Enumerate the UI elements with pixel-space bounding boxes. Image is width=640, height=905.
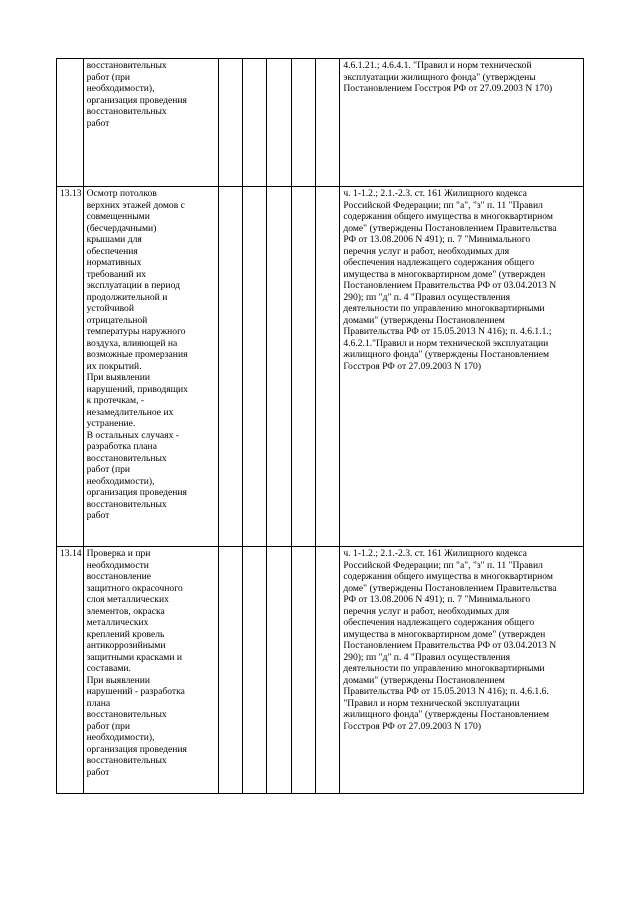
text-line: содержания общего имущества в многоквартирном: [343, 571, 553, 582]
row-number: [57, 59, 84, 187]
text-line: работ (при: [86, 464, 131, 475]
empty-cell: [291, 59, 315, 187]
text-line: требований их: [86, 268, 146, 280]
empty-cell: [218, 59, 242, 187]
table-body: [57, 59, 584, 794]
text-line: В остальных случаях -: [86, 429, 179, 441]
requirements-table: [56, 58, 584, 794]
text-line: восстановительных: [86, 452, 167, 464]
text-line: воздуха, влияющей на: [86, 337, 178, 349]
text-line: РФ от 13.08.2006 N 491); п. 7 "Минимального: [343, 234, 531, 245]
text-line: плана: [86, 697, 111, 709]
text-line: металлических: [86, 617, 149, 628]
text-line: устранение.: [86, 418, 136, 429]
legal-reference: [340, 547, 584, 794]
text-line: восстановительных: [86, 498, 167, 510]
row-number: 13.13: [57, 187, 84, 547]
text-line: ч. 1-1.2.; 2.1.-2.3. ст. 161 Жилищного кодекса: [343, 188, 527, 199]
empty-cell: [267, 547, 291, 794]
text-line: деятельности по управлению многоквартирными: [343, 663, 545, 674]
text-line: обеспечения: [86, 245, 138, 257]
legal-reference: [340, 187, 584, 547]
text-line: совмещенными: [86, 211, 150, 222]
text-line: 290); пп "д" п. 4 "Правил осуществления: [343, 291, 511, 303]
work-description: [83, 187, 218, 547]
text-line: незамедлительное их: [86, 406, 174, 418]
text-line: Правительства РФ от 15.05.2013 N 416); п. 4.6.1.6.: [343, 686, 549, 697]
text-line: крышами для: [86, 234, 142, 245]
empty-cell: [291, 187, 315, 547]
text-line: При выявлении: [86, 674, 151, 686]
empty-cell: [316, 547, 340, 794]
text-line: нарушений, приводящих: [86, 383, 188, 395]
text-line: работ (при: [86, 71, 131, 83]
text-line: Российской Федерации; пп "а", "з" п. 11 "Правил: [343, 199, 543, 211]
table-row: [57, 187, 584, 547]
text-line: защитного окрасочного: [86, 582, 183, 594]
text-line: Проверка и при: [86, 548, 151, 559]
text-line: жилищного фонда" (утверждены Постановлением: [343, 709, 550, 720]
text-line: эксплуатации в период: [86, 280, 180, 291]
empty-cell: [218, 187, 242, 547]
text-line: обеспечения надлежащего содержания общего: [343, 257, 535, 268]
text-line: необходимости),: [86, 732, 155, 743]
empty-cell: [267, 187, 291, 547]
table-row: [57, 547, 584, 794]
empty-cell: [316, 59, 340, 187]
text-line: организация проведения: [86, 487, 187, 498]
text-line: возможные промерзания: [86, 349, 188, 360]
text-line: эксплуатации жилищного фонда" (утверждены: [343, 71, 536, 83]
text-line: Правительства РФ от 15.05.2013 N 416); п. 4.6.1.1.;: [343, 326, 552, 337]
text-line: восстановительных: [86, 106, 167, 117]
row-number: 13.14: [57, 547, 84, 794]
empty-cell: [242, 59, 266, 187]
text-line: домами" (утверждены Постановлением: [343, 314, 505, 326]
text-line: элементов, окраска: [86, 605, 165, 617]
text-line: организация проведения: [86, 743, 187, 755]
text-line: необходимости: [86, 559, 149, 571]
text-line: доме" (утверждены Постановлением Правительства: [343, 222, 557, 234]
empty-cell: [242, 547, 266, 794]
text-line: перечня услуг и работ, необходимых для: [343, 605, 510, 617]
text-line: верхних этажей домов с: [86, 199, 185, 211]
legal-reference: [340, 59, 584, 187]
text-line: защитными красками и: [86, 651, 182, 663]
text-line: работ (при: [86, 720, 131, 732]
text-line: (бесчердачными): [86, 222, 157, 234]
text-line: продолжительной и: [86, 291, 168, 303]
empty-cell: [291, 547, 315, 794]
text-line: 4.6.2.1."Правил и норм технической эксплуатации: [343, 337, 549, 349]
text-line: доме" (утверждены Постановлением Правительства: [343, 582, 557, 594]
text-line: При выявлении: [86, 372, 151, 383]
text-line: перечня услуг и работ, необходимых для: [343, 245, 510, 257]
text-line: их покрытий.: [86, 360, 142, 372]
text-line: антикоррозийными: [86, 640, 166, 651]
text-line: Госстроя РФ от 27.09.2003 N 170): [343, 720, 482, 732]
text-line: устойчивой: [86, 303, 134, 314]
text-line: организация проведения: [86, 94, 187, 106]
text-line: Постановлением Госстроя РФ от 27.09.2003 N 170): [343, 83, 553, 94]
text-line: 4.6.1.21.; 4.6.4.1. "Правил и норм технической: [343, 60, 532, 71]
text-line: нормативных: [86, 257, 142, 268]
text-line: восстановительных: [86, 60, 167, 71]
text-line: жилищного фонда" (утверждены Постановлением: [343, 349, 550, 360]
text-line: креплений кровель: [86, 628, 165, 640]
empty-cell: [267, 59, 291, 187]
empty-cell: [218, 547, 242, 794]
text-line: восстановительных: [86, 755, 167, 766]
table-row: [57, 59, 584, 187]
text-line: необходимости),: [86, 475, 155, 487]
text-line: разработка плана: [86, 441, 157, 452]
text-line: восстановительных: [86, 709, 167, 720]
text-line: слоя металлических: [86, 594, 169, 605]
text-line: составами.: [86, 663, 131, 674]
work-description: [83, 59, 218, 187]
text-line: необходимости),: [86, 83, 155, 94]
empty-cell: [316, 187, 340, 547]
text-line: содержания общего имущества в многоквартирном: [343, 211, 553, 222]
text-line: Постановлением Правительства РФ от 03.04.2013 N: [343, 640, 557, 651]
text-line: работ: [86, 766, 110, 778]
text-line: Осмотр потолков: [86, 188, 157, 199]
text-line: отрицательной: [86, 314, 148, 326]
text-line: к протечкам, -: [86, 395, 145, 406]
text-line: ч. 1-1.2.; 2.1.-2.3. ст. 161 Жилищного кодекса: [343, 548, 527, 559]
text-line: 290); пп "д" п. 4 "Правил осуществления: [343, 651, 511, 663]
empty-cell: [242, 187, 266, 547]
text-line: имущества в многоквартирном доме" (утвержден: [343, 268, 546, 280]
text-line: РФ от 13.08.2006 N 491); п. 7 "Минимального: [343, 594, 531, 605]
text-line: восстановление: [86, 571, 152, 582]
text-line: обеспечения надлежащего содержания общего: [343, 617, 535, 628]
text-line: домами" (утверждены Постановлением: [343, 674, 505, 686]
text-line: температуры наружного: [86, 326, 186, 337]
text-line: "Правил и норм технической эксплуатации: [343, 697, 520, 709]
text-line: имущества в многоквартирном доме" (утвержден: [343, 628, 546, 640]
text-line: работ: [86, 510, 110, 521]
text-line: деятельности по управлению многоквартирными: [343, 303, 545, 314]
text-line: работ: [86, 117, 110, 129]
text-line: Госстроя РФ от 27.09.2003 N 170): [343, 360, 482, 372]
text-line: Постановлением Правительства РФ от 03.04.2013 N: [343, 280, 557, 291]
text-line: нарушений - разработка: [86, 686, 185, 697]
work-description: [83, 547, 218, 794]
text-line: Российской Федерации; пп "а", "з" п. 11 "Правил: [343, 559, 543, 571]
